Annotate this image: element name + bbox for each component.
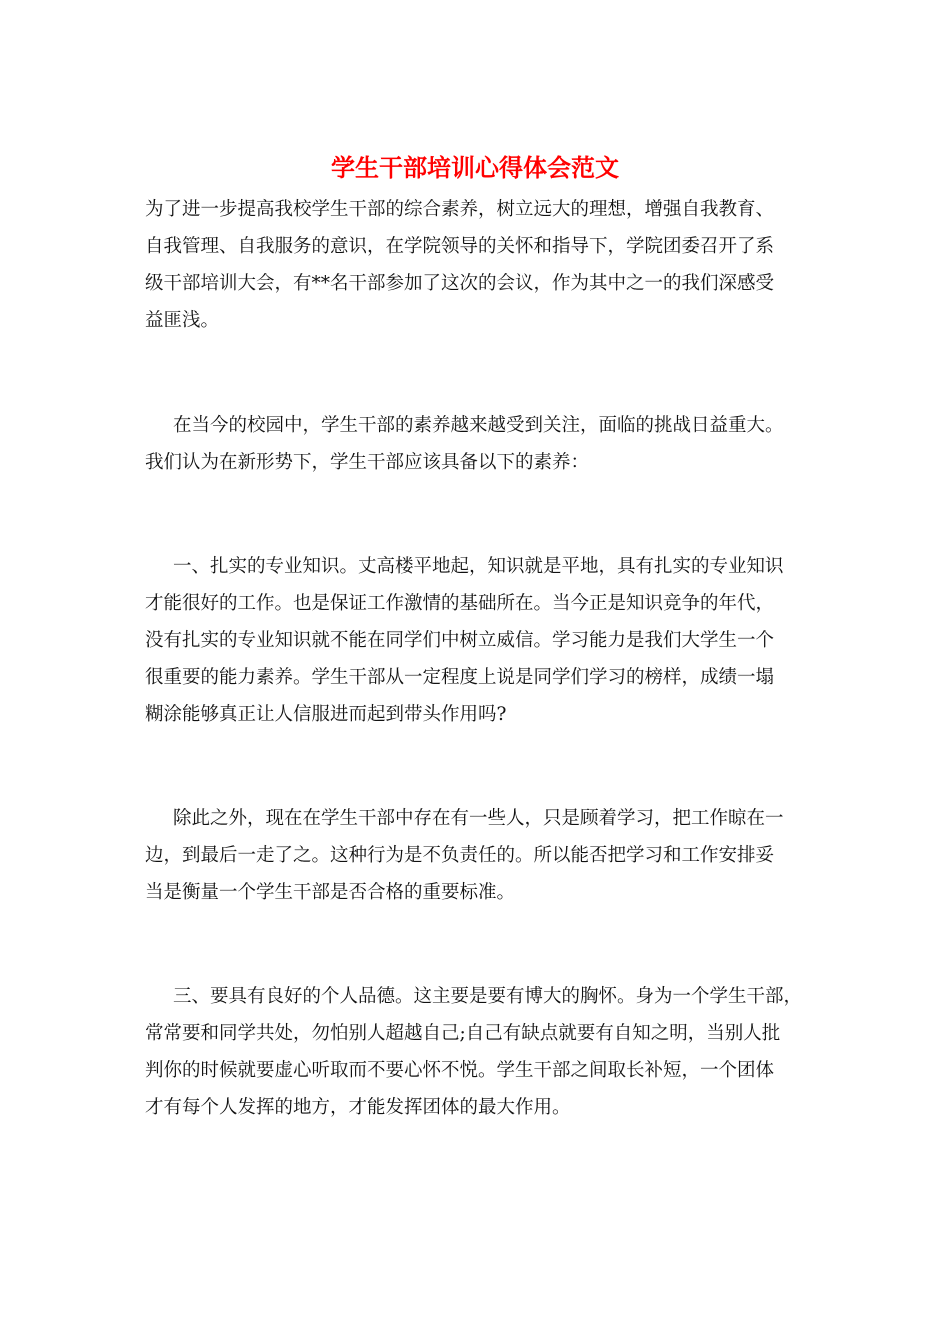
paragraph-3-line-5: 糊涂能够真正让人信服进而起到带头作用吗? — [145, 704, 507, 725]
paragraph-4-line-2: 边，到最后一走了之。这种行为是不负责任的。所以能否把学习和工作安排妥 — [145, 845, 775, 866]
paragraph-1-line-1: 为了进一步提高我校学生干部的综合素养，树立远大的理想，增强自我教育、 — [145, 199, 775, 220]
paragraph-5-line-1: 三、要具有良好的个人品德。这主要是要有博大的胸怀。身为一个学生干部， — [173, 986, 803, 1007]
paragraph-4-line-3: 当是衡量一个学生干部是否合格的重要标准。 — [145, 882, 516, 903]
paragraph-5-line-4: 才有每个人发挥的地方，才能发挥团体的最大作用。 — [145, 1097, 571, 1118]
paragraph-3-line-3: 没有扎实的专业知识就不能在同学们中树立威信。学习能力是我们大学生一个 — [145, 630, 775, 651]
paragraph-1-line-4: 益匪浅。 — [145, 310, 220, 331]
paragraph-2-line-1: 在当今的校园中，学生干部的素养越来越受到关注，面临的挑战日益重大。 — [173, 415, 784, 436]
paragraph-2-line-2: 我们认为在新形势下，学生干部应该具备以下的素养： — [145, 452, 590, 473]
paragraph-5-line-2: 常常要和同学共处，勿怕别人超越自己;自己有缺点就要有自知之明，当别人批 — [145, 1023, 781, 1044]
paragraph-4-line-1: 除此之外，现在在学生干部中存在有一些人，只是顾着学习，把工作晾在一 — [173, 808, 784, 829]
paragraph-3-line-4: 很重要的能力素养。学生干部从一定程度上说是同学们学习的榜样，成绩一塌 — [145, 667, 775, 688]
paragraph-1-line-3: 级干部培训大会，有**名干部参加了这次的会议，作为其中之一的我们深感受 — [145, 273, 775, 294]
paragraph-5-line-3: 判你的时候就要虚心听取而不要心怀不悦。学生干部之间取长补短，一个团体 — [145, 1060, 775, 1081]
paragraph-1-line-2: 自我管理、自我服务的意识，在学院领导的关怀和指导下，学院团委召开了系 — [145, 236, 775, 257]
document-title: 学生干部培训心得体会范文 — [331, 153, 619, 182]
paragraph-3-line-1: 一、扎实的专业知识。丈高楼平地起，知识就是平地，具有扎实的专业知识 — [173, 556, 784, 577]
paragraph-3-line-2: 才能很好的工作。也是保证工作激情的基础所在。当今正是知识竞争的年代， — [145, 593, 775, 614]
